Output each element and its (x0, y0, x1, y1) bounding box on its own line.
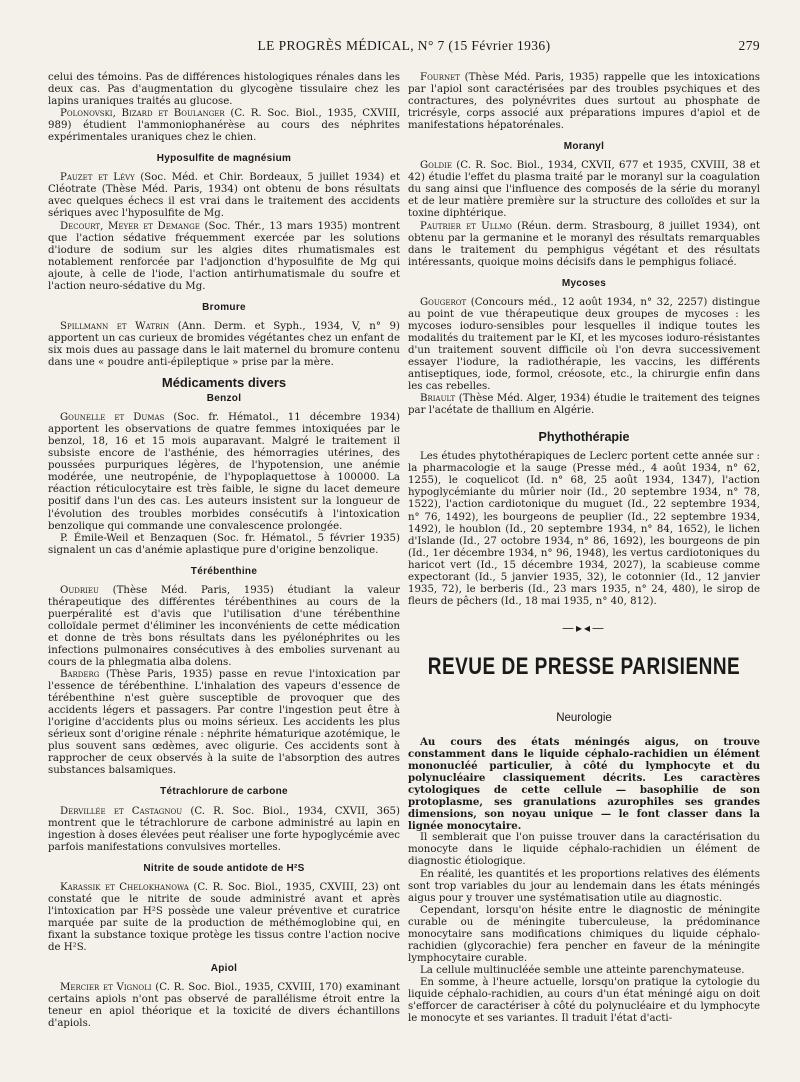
author-gougerot: Gougerot (420, 296, 467, 308)
journal-title: LE PROGRÈS MÉDICAL, N° 7 (15 Février 1936) (257, 38, 551, 53)
heading-phytotherapie: Phythothérapie (538, 430, 630, 445)
paragraph-polonovski (48, 108, 400, 144)
section-title-revue-de-presse: REVUE DE PRESSE PARISIENNE (427, 654, 741, 681)
author-decourt: Decourt, Meyer et Demange (60, 220, 200, 232)
paragraph-dervillee (48, 806, 400, 854)
text-gougerot: (Concours méd., 12 août 1934, n° 32, 2257) distingue au point de vue thérapeutique deux groupes de mycoses : les mycoses ioduro-sensibles pour lesquelles il indique toutes les modalités du traitement par le KI, et les mycoses ioduro-résistantes d'un traitement souvent difficile où l'on devra successivement essayer l'iodure, la radiothérapie, les vaccins, les différents antiseptiques, iode, formol, créosote, etc., la chirurgie enfin dans les cas rebelles. (408, 296, 760, 393)
text-gounelle: (Soc. fr. Hématol., 11 décembre 1934) apportent les observations de quatre femmes intoxiquées par le benzol, 18, 16 et 15 mois auparavant. Malgré le traitement il subsiste encore de l'asthénie, des hémorragies utérines, des poussées purpuriques légères, de l'hypotension, une anémie modérée, une neutropénie, de l'hypoplaquettose à 100000. La réaction réticulocytaire est très faible, le signe du lacet demeure positif dans l'un des cas. Les auteurs insistent sur la longueur de l'évolution des troubles morbides consécutifs à l'intoxication benzolique qui commande une convalescence prolongée. (48, 412, 400, 532)
text-goldie: (C. R. Soc. Biol., 1934, CXVII, 677 et 1935, CXVIII, 38 et 42) étudie l'effet du plasma traité par le moranyl sur la coagulation du sang ainsi que l'influence des composés de la série du moranyl et de leur matière première sur la structure des colloïdes et sur la toxine diphtérique. (408, 160, 760, 220)
paragraph-gougerot (408, 297, 760, 393)
heading-hyposulfite: Hyposulfite de magnésium (156, 153, 292, 165)
text-pauzet: (Soc. Méd. et Chir. Bordeaux, 5 juillet 1934) et Cléotrate (Thèse Méd. Paris, 1934) ont obtenu de bons résultats avec quelques échecs il est vrai dans le traitement des accidents sériques avec l'hyposulfite de Mg. (48, 172, 400, 220)
author-oudrieu: Oudrieu (60, 584, 99, 596)
author-pauzet: Pauzet et Lévy (60, 172, 135, 184)
heading-moranyl: Moranyl (563, 141, 605, 153)
paragraph-phytotherapie: Les études phytothérapiques de Leclerc portent cette année sur : la pharmacologie et la sauge (Presse méd., 4 août 1934, n° 62, 1255), le coquelicot (Id. n° 68, 25 août 1934, 1347), l'action hypoglycémiante du mûrier noir (Id., 20 septembre 1934, n° 78, 1522), l'action cardiotonique du muguet (Id., 22 septembre 1934, n° 76, 1492), les bourgeons de peuplier (Id., 22 septembre 1934, 1492), le houblon (Id., 20 septembre 1934, n° 84, 1652), le lichen d'Islande (Id., 27 octobre 1934, n° 86, 1692), les bourgeons de pin (Id., 1er décembre 1934, n° 96, 1948), les vertus cardiotoniques du haricot vert (Id., 15 décembre 1934, 2027), la scabieuse comme expectorant (Id., 5 janvier 1935, 32), le cotonnier (Id., 12 janvier 1935, 72), le berberis (Id., 23 mars 1935, n° 24, 480), le sirop de fleurs de pêchers (Id., 18 mai 1935, n° 40, 812). (408, 451, 760, 607)
paragraph-neuro-6: En somme, à l'heure actuelle, lorsqu'on pratique la cytologie du liquide céphalo-rachidien, au cours d'un état méningé aigu on doit s'efforcer de caractériser à côté du polynucléaire et du lymphocyte le monocyte et ses variantes. Il traduit l'état d'acti- (408, 976, 760, 1025)
text-spillmann: (Ann. Derm. et Syph., 1934, V, n° 9) apportent un cas curieux de bromides végétantes chez un enfant de six mois dues au passage dans le lait maternel du bromure contenu dans une « poudre anti-épileptique » prise par la mère. (48, 320, 400, 368)
author-gounelle: Gounelle et Dumas (60, 412, 165, 424)
heading-neurologie: Neurologie (556, 711, 612, 724)
text-barderg: (Thèse Paris, 1935) passe en revue l'intoxication par l'essence de térébenthine. L'inhalation des vapeurs d'essence de térébenthine n'est guère susceptible de provoquer que des accidents légers et passagers. Par contre l'ingestion peut être à l'origine d'accidents plus ou moins sérieux. Les accidents les plus sérieux sont d'origine rénale : néphrite hématurique azotémique, le plus souvent sans œdèmes, avec oligurie. Ces accidents sont à rapprocher de ceux observés à la suite de l'absorption des autres substances balsamiques. (48, 669, 400, 777)
text-briault: (Thèse Méd. Alger, 1934) étudie le traitement des teignes par l'acétate de thallium en Algérie. (408, 393, 760, 417)
paragraph-fournet (408, 72, 760, 132)
author-goldie: Goldie (420, 160, 453, 172)
paragraph-pauzet (48, 172, 400, 220)
author-dervillee: Dervillée et Castagnou (60, 805, 183, 817)
text-karassik: (C. R. Soc. Biol., 1935, CXVIII, 23) ont constaté que le nitrite de soude administré avant et après l'intoxication par H²S possède une valeur préventive et curatrice marquée par suite de la production de méthémoglobine qui, en fixant la substance toxique protège les tissus contre l'action nocive de H²S. (48, 881, 400, 953)
heading-bromure: Bromure (202, 301, 246, 313)
text-oudrieu: (Thèse Méd. Paris, 1935) étudiant la valeur thérapeutique des différentes térébenthines au cours de la puerpéralité est d'avis que l'utilisation d'une térébenthine colloïdale permet d'éliminer les inconvénients de cette médication et donne de très bons résultats dans les pyélonéphrites ou les infections pulmonaires consécutives à des embolies survenant au cours de la phlegmatia alba dolens. (48, 584, 400, 669)
text-decourt: (Soc. Thér., 13 mars 1935) montrent que l'action sédative fréquemment exercée par les solutions d'iodure de sodium sur les algies dites rhumatismales est notablement renforcée par l'adjonction d'hyposulfite de Mg qui ajoute, à celle de l'iode, l'action antirhumatismale du soufre et l'action neuro-sédative du Mg. (48, 220, 400, 292)
text-polonovski: (C. R. Soc. Biol., 1935, CXVIII, 989) étudient l'ammoniophanérèse au cours des néphrites expérimentales uraniques chez le chien. (48, 108, 400, 144)
heading-terebenthine: Térébenthine (190, 565, 258, 577)
heading-nitrite: Nitrite de soude antidote de H²S (143, 862, 305, 874)
right-column (408, 72, 760, 1025)
text-emile-weil: (Soc. fr. Hématol., 5 février 1935) signalent un cas d'anémie aplastique pure d'origine benzolique. (48, 532, 401, 556)
text-pautrier: (Réun. derm. Strasbourg, 8 juillet 1934), ont obtenu par la germanine et le moranyl des résultats remarquables dans le traitement du pemphigus végétant et des résultats intéressants, quoique moins décisifs dans le pemphigus foliacé. (408, 220, 760, 268)
left-column (48, 72, 400, 1030)
paragraph-barderg (48, 669, 400, 777)
paragraph-mercier (48, 982, 400, 1030)
author-pautrier: Pautrier et Ullmo (420, 220, 512, 232)
heading-mycoses: Mycoses (561, 277, 607, 289)
paragraph-briault (408, 393, 760, 417)
heading-apiol: Apiol (210, 963, 238, 975)
heading-benzol: Benzol (206, 393, 242, 405)
ornament-divider: —▸◂— (561, 620, 607, 635)
author-mercier: Mercier et Vignoli (60, 982, 152, 994)
paragraph-oudrieu (48, 585, 400, 669)
author-barderg: Barderg (60, 669, 100, 681)
paragraph-neuro-3: En réalité, les quantités et les proportions relatives des éléments sont trop variables du jour au lendemain dans les états méningés aigus pour y trouver une systématisation utile au diagnostic. (408, 868, 760, 904)
paragraph-gounelle (48, 412, 400, 532)
author-karassik: Karassik et Chelokhanowa (60, 881, 189, 893)
author-fournet: Fournet (420, 72, 460, 83)
paragraph-karassik (48, 882, 400, 954)
text-dervillee: (C. R. Soc. Biol., 1934, CXVII, 365) montrent que le tétrachlorure de carbone administré au lapin en ingestion à doses élevées peut réaliser une forte hypoglycémie avec parfois manifestations convulsives mortelles. (48, 805, 401, 853)
text-fournet: (Thèse Méd. Paris, 1935) rappelle que les intoxications par l'apiol sont caractérisées par des troubles psychiques et des contractures, des polynévrites dues surtout au phosphate de tricrésyle, corps associé aux préparations impures d'apiol et de manifestations hépatorénales. (408, 72, 760, 132)
author-polonovski: Polonovski, Bizard et Boulanger (60, 108, 225, 120)
paragraph-pautrier (408, 221, 760, 269)
paragraph-goldie (408, 160, 760, 220)
paragraph-spillmann (48, 321, 400, 369)
author-spillmann: Spillmann et Watrin (60, 320, 170, 332)
author-briault: Briault (420, 393, 456, 405)
running-header (48, 38, 760, 60)
paragraph-neuro-2: Il semblerait que l'on puisse trouver dans la caractérisation du monocyte dans le liquide céphalo-rachidien un élément de diagnostic étiologique. (408, 832, 760, 868)
author-emile-weil: P. Émile-Weil et Benzaquen (60, 532, 208, 544)
heading-tetrachlorure: Tétrachlorure de carbone (160, 786, 288, 798)
paragraph-neuro-4: Cependant, lorsqu'on hésite entre le diagnostic de méningite curable ou de méningite tuberculeuse, la prédominance monocytaire sans modifications chimiques du liquide céphalo-rachidien (glycorachie) fera pencher en faveur de la méningite lymphocytaire curable. (408, 904, 760, 964)
paragraph-neuro-5: La cellule multinucléée semble une atteinte parenchymateuse. (420, 964, 745, 976)
paragraph-decourt (48, 221, 400, 293)
paragraph-neuro-lead: Au cours des états méningés aigus, on trouve constamment dans le liquide céphalo-rachidien un élément mononucléé particulier, à côté du lymphocyte et du polynucléaire classiquement décrits. Les caractères cytologiques de cette cellule — basophilie de son protoplasme, ses granulations azurophiles ses grandes dimensions, son noyau unique — le font classer dans la lignée monocytaire. (408, 736, 760, 833)
paragraph-emile-weil (48, 533, 400, 557)
text-mercier: (C. R. Soc. Biol., 1935, CXVIII, 170) examinant certains apiols n'ont pas observé de parallélisme étroit entre la teneur en apiol théorique et la toxicité de divers échantillons d'apiols. (48, 982, 400, 1030)
heading-medicaments-divers: Médicaments divers (161, 375, 287, 391)
paragraph-intro: celui des témoins. Pas de différences histologiques rénales dans les deux cas. Pas d'augmentation du glycogène tissulaire chez les lapins uraniques traités au glucose. (48, 72, 400, 108)
page-number: 279 (738, 38, 760, 53)
